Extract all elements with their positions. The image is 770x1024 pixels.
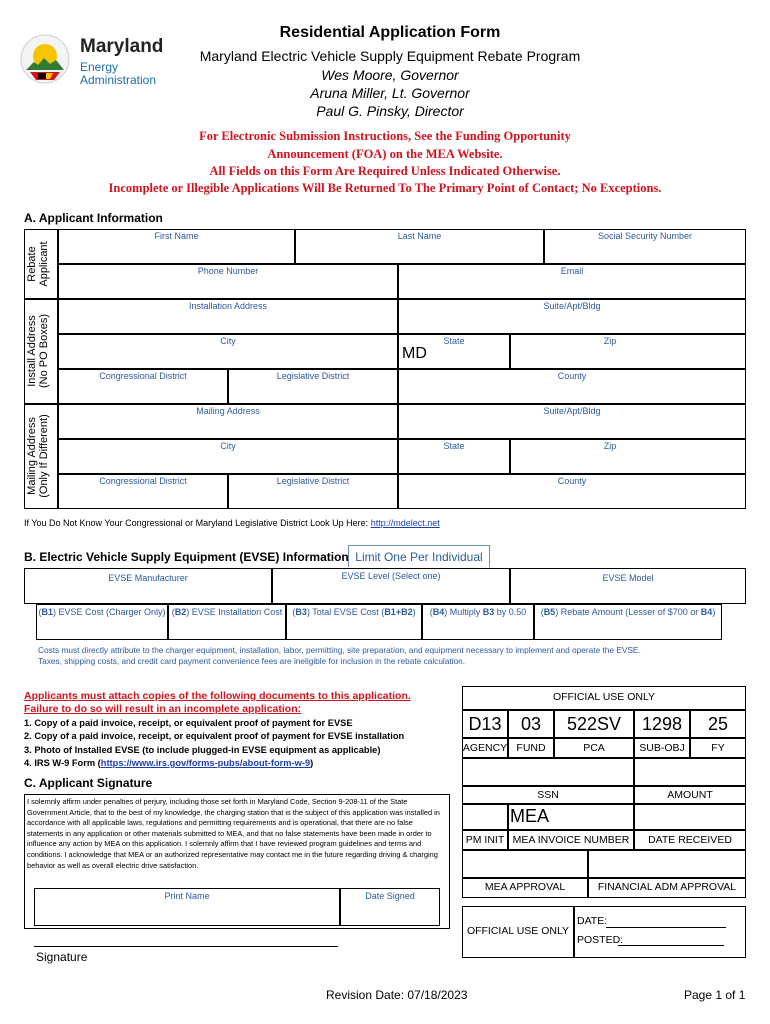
mailing-label-line2: (Only If Different) xyxy=(38,414,50,498)
fin-approval-label: FINANCIAL ADM APPROVAL xyxy=(597,881,737,893)
director: Paul G. Pinsky, Director xyxy=(316,103,464,119)
cost-note-2: Taxes, shipping costs, and credit card payment convenience fees are ineligible for inclusion in the rebate calculation. xyxy=(38,656,466,666)
district-lookup-link[interactable]: http://mdelect.net xyxy=(370,518,440,528)
rebate-label-line1: Rebate xyxy=(26,246,38,282)
rebate-label-line2: Applicant xyxy=(38,241,50,287)
install-label-line2: (No PO Boxes) xyxy=(38,314,50,388)
b1-label: (B1) EVSE Cost (Charger Only) xyxy=(38,607,166,617)
docs-item-2: 2. Copy of a paid invoice, receipt, or equivalent proof of payment for EVSE installation xyxy=(24,731,405,741)
mailing-congressional-label: Congressional District xyxy=(99,476,187,486)
date-label: DATE: xyxy=(577,915,608,927)
install-label-line1: Install Address xyxy=(26,315,38,387)
mailing-state-label: State xyxy=(443,441,465,451)
b3-label: (B3) Total EVSE Cost (B1+B2) xyxy=(292,607,416,617)
agency-value: D13 xyxy=(468,714,502,734)
docs-item-4-text: 4. IRS W-9 Form ( xyxy=(24,758,101,768)
mailing-county-label: County xyxy=(557,476,587,486)
b5-label: (B5) Rebate Amount (Lesser of $700 or B4) xyxy=(540,607,716,617)
date-received-input-cell[interactable] xyxy=(634,804,746,830)
b2-code: B2 xyxy=(174,607,187,617)
install-zip-label: Zip xyxy=(603,336,617,346)
date-received-label: DATE RECEIVED xyxy=(648,834,732,846)
date-line[interactable] xyxy=(606,927,726,928)
fin-approval-input-cell[interactable] xyxy=(588,850,746,878)
b1-text: ) EVSE Cost (Charger Only) xyxy=(52,607,166,617)
install-suite-label: Suite/Apt/Bldg xyxy=(543,301,601,311)
logo-sub1: Energy xyxy=(80,60,119,74)
install-address-field-label: Installation Address xyxy=(188,301,268,311)
docs-item-1: 1. Copy of a paid invoice, receipt, or equivalent proof of payment for EVSE xyxy=(24,718,353,728)
cost-note-1: Costs must directly attribute to the charger equipment, installation, labor, permitting, site preparation, and equipment necessary to implement and operate the EVSE. xyxy=(38,645,641,655)
governor: Wes Moore, Governor xyxy=(321,67,459,83)
b3-code: B3 xyxy=(295,607,307,617)
date-signed-label: Date Signed xyxy=(365,891,415,901)
install-legislative-label: Legislative District xyxy=(276,371,350,381)
b5-text: ) Rebate Amount (Lesser of $700 or xyxy=(555,607,701,617)
notice-line1: For Electronic Submission Instructions, See the Funding Opportunity xyxy=(199,129,571,143)
b2-label: (B2) EVSE Installation Cost xyxy=(171,607,283,617)
install-state-value: MD xyxy=(402,345,427,362)
affirmation-text: I solemnly affirm under penalties of perjury, including those set forth in Maryland Code, Section 9-208-11 of the State Government Article, that to the best of my knowledge, the charging station that is the subject of this application was installed in accordance with all applicable laws, regulations and permitting requirements and is operational, that there are no false statements in any application or other materials submitted to MEA, and that no false statements have been made in order to influence any action by MEA on this application. I solemnly affirm that I have reviewed program guidelines and terms and conditions. I acknowledge that MEA or an authorized representative may contact me in the future regarding driving & charging behavior as well as overall electric drive satisfaction. xyxy=(27,797,440,870)
section-c-title: C. Applicant Signature xyxy=(24,776,153,790)
official-use-2-title: OFFICIAL USE ONLY xyxy=(466,925,570,937)
amount-input-cell[interactable] xyxy=(634,758,746,786)
mailing-zip-label: Zip xyxy=(603,441,617,451)
page-number: Page 1 of 1 xyxy=(684,988,746,1002)
signature-label: Signature xyxy=(36,950,88,964)
irs-w9-link[interactable]: https://www.irs.gov/forms-pubs/about-form-w-9 xyxy=(100,758,311,768)
subobj-label: SUB-OBJ xyxy=(639,742,685,754)
evse-level-label: EVSE Level (Select one) xyxy=(341,571,441,581)
phone-label: Phone Number xyxy=(197,266,259,276)
mailing-address-label xyxy=(26,403,56,509)
install-congressional-label: Congressional District xyxy=(99,371,187,381)
b4-label: (B4) Multiply B3 by 0.50 xyxy=(429,607,527,617)
form-title: Residential Application Form xyxy=(279,24,501,41)
mailing-suite-label: Suite/Apt/Bldg xyxy=(543,406,601,416)
limit-one-badge: Limit One Per Individual xyxy=(348,545,490,567)
b4-mult: B3 xyxy=(482,607,495,617)
subobj-value: 1298 xyxy=(641,714,683,734)
rebate-applicant-label xyxy=(26,229,56,299)
b3-formula: B1+B2 xyxy=(384,607,413,617)
install-city-label: City xyxy=(220,336,236,346)
email-label: Email xyxy=(560,266,584,276)
signature-line[interactable] xyxy=(34,946,338,947)
print-name-label: Print Name xyxy=(164,891,210,901)
b4-text: ) Multiply xyxy=(444,607,483,617)
last-name-label: Last Name xyxy=(397,231,442,241)
fy-value: 25 xyxy=(707,714,729,734)
district-lookup-text: If You Do Not Know Your Congressional or Maryland Legislative District Look Up Here: xyxy=(24,518,371,528)
official-ssn-label: SSN xyxy=(537,789,559,801)
b1-code: B1 xyxy=(41,607,53,617)
posted-line[interactable] xyxy=(618,945,724,946)
logo-name: Maryland xyxy=(80,36,164,57)
fund-label: FUND xyxy=(516,742,546,754)
b2-text: ) EVSE Installation Cost xyxy=(186,607,283,617)
notice-line3: All Fields on this Form Are Required Unless Indicated Otherwise. xyxy=(209,164,561,178)
section-a-title: A. Applicant Information xyxy=(24,211,163,225)
install-address-label xyxy=(26,298,56,404)
mailing-legislative-label: Legislative District xyxy=(276,476,350,486)
mea-approval-label: MEA APPROVAL xyxy=(484,881,566,893)
ssn-label: Social Security Number xyxy=(597,231,693,241)
mea-invoice-label: MEA INVOICE NUMBER xyxy=(512,834,630,846)
pca-label: PCA xyxy=(583,742,605,754)
revision-date: Revision Date: 07/18/2023 xyxy=(326,988,468,1002)
pca-value: 522SV xyxy=(566,714,622,734)
docs-heading-1: Applicants must attach copies of the following documents to this application. xyxy=(24,690,411,702)
program-name: Maryland Electric Vehicle Supply Equipment Rebate Program xyxy=(199,48,581,64)
docs-item-4-tail: ) xyxy=(310,758,314,768)
b4-tail: by 0.50 xyxy=(494,607,527,617)
logo-sub2: Administration xyxy=(80,73,157,87)
evse-manufacturer-label: EVSE Manufacturer xyxy=(108,573,188,583)
notice-line4: Incomplete or Illegible Applications Will Be Returned To The Primary Point of Contact; No Exceptions. xyxy=(108,181,662,195)
docs-heading-2: Failure to do so will result in an incomplete application: xyxy=(24,703,302,715)
b5-code: B5 xyxy=(543,607,556,617)
agency-label: AGENCY xyxy=(462,742,508,754)
district-lookup-note xyxy=(24,518,440,528)
pm-init-input-cell[interactable] xyxy=(462,804,508,830)
first-name-label: First Name xyxy=(154,231,199,241)
evse-model-label: EVSE Model xyxy=(602,573,654,583)
official-use-2-right xyxy=(574,906,746,958)
ssn-input-cell[interactable] xyxy=(462,758,634,786)
install-state-label: State xyxy=(443,336,465,346)
b4-code: B4 xyxy=(432,607,445,617)
official-amount-label: AMOUNT xyxy=(667,789,713,801)
fund-value: 03 xyxy=(520,714,542,734)
section-b-title: B. Electric Vehicle Supply Equipment (EVSE) Information xyxy=(24,550,349,564)
b5-tail: B4 xyxy=(700,607,713,617)
b3-text: ) Total EVSE Cost ( xyxy=(306,607,385,617)
mailing-city-label: City xyxy=(220,441,236,451)
official-use-title: OFFICIAL USE ONLY xyxy=(552,691,656,703)
install-county-label: County xyxy=(557,371,587,381)
mailing-address-field-label: Mailing Address xyxy=(196,406,260,416)
notice-line2: Announcement (FOA) on the MEA Website. xyxy=(267,147,503,161)
mea-approval-input-cell[interactable] xyxy=(462,850,588,878)
fy-label: FY xyxy=(711,742,725,754)
docs-item-4 xyxy=(24,758,313,768)
pm-init-label: PM INIT xyxy=(465,834,505,846)
mailing-label-line1: Mailing Address xyxy=(26,417,38,495)
docs-item-3: 3. Photo of Installed EVSE (to include plugged-in EVSE equipment as applicable) xyxy=(24,745,381,755)
lt-governor: Aruna Miller, Lt. Governor xyxy=(310,85,470,101)
mea-invoice-prefix: MEA xyxy=(510,806,550,826)
posted-label: POSTED: xyxy=(577,934,624,946)
